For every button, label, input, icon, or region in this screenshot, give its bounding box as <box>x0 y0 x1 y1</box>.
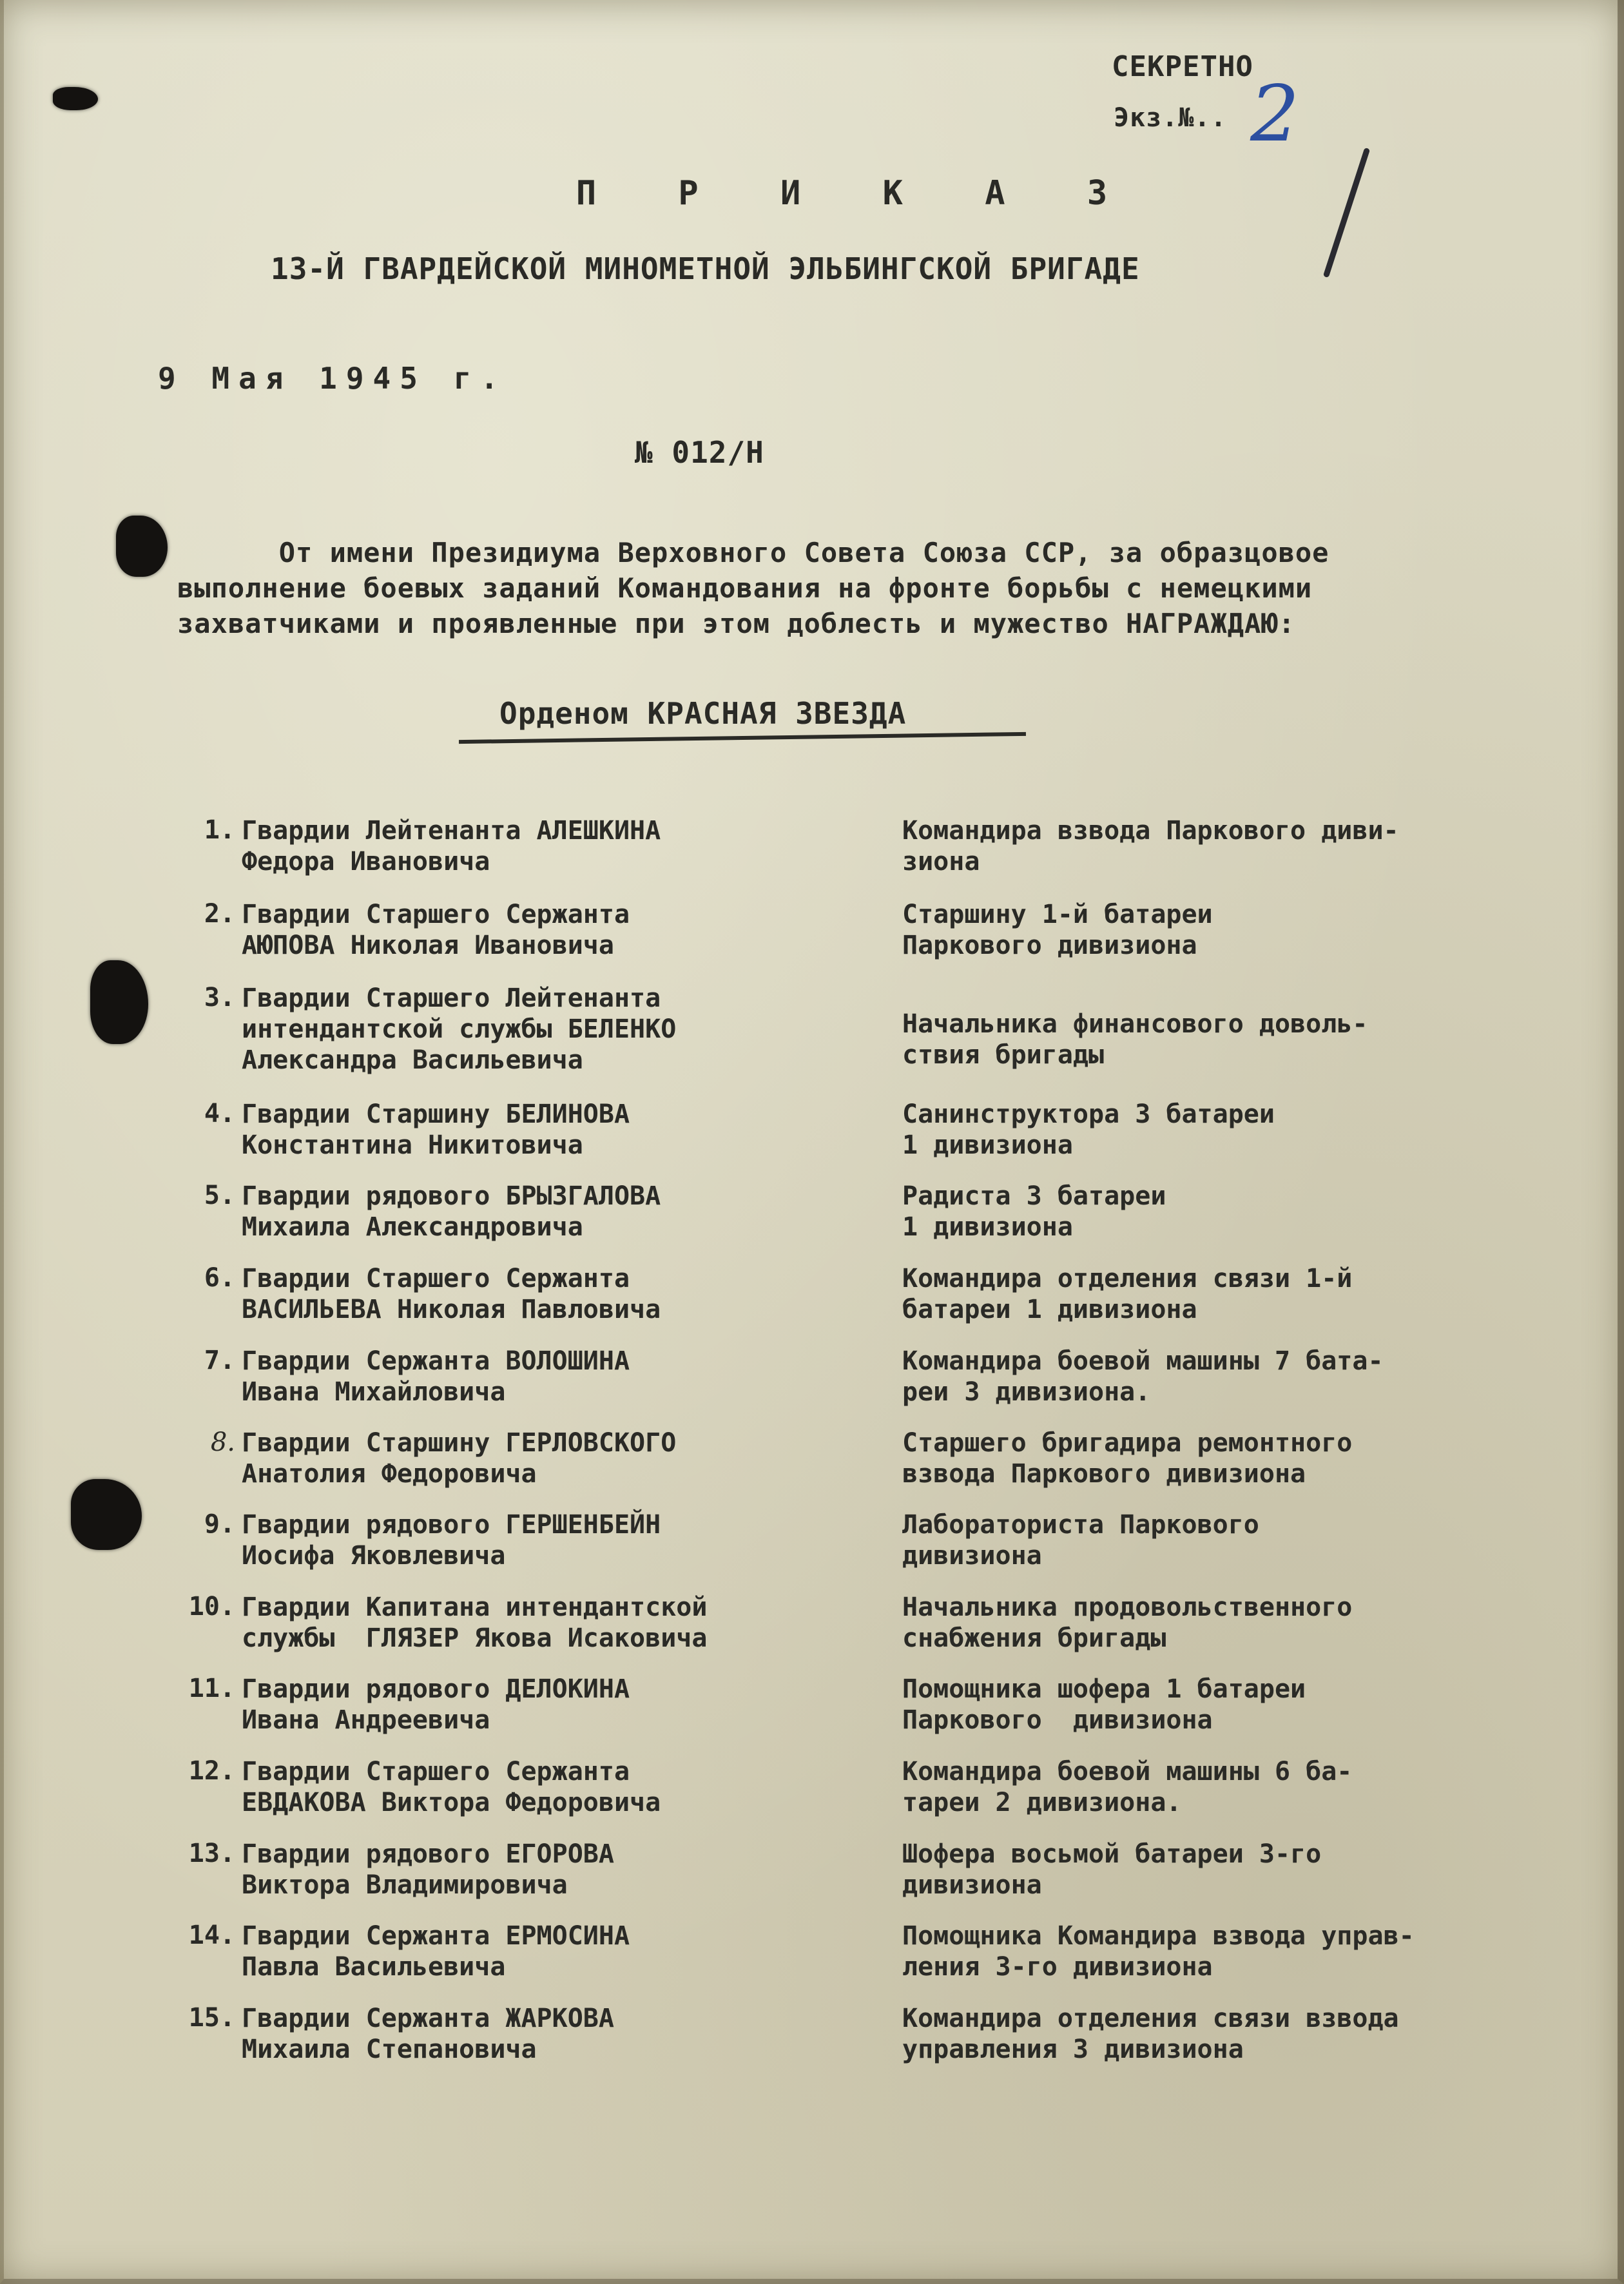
entry-number: 5. <box>204 1181 235 1210</box>
entry-position: Начальника финансового доволь- ствия бригады <box>902 1009 1368 1070</box>
entry-position: Начальника продовольственного снабжения бригады <box>902 1592 1353 1653</box>
entry-position: Старшину 1-й батареи Паркового дивизиона <box>902 900 1213 960</box>
entry-position: Помощника шофера 1 батареи Паркового дивизиона <box>902 1674 1306 1735</box>
entry-position: Санинструктора 3 батареи 1 дивизиона <box>902 1099 1275 1160</box>
entry-name: Гвардии Старшину БЕЛИНОВА Константина Никитовича <box>242 1099 630 1160</box>
document-date: 9 Мая 1945 г. <box>158 361 508 396</box>
entry-number: 11. <box>188 1674 235 1703</box>
entry-number: 7. <box>204 1346 235 1375</box>
entry-number: 14. <box>188 1921 235 1950</box>
entry-number: 15. <box>188 2003 235 2033</box>
list-item <box>0 1674 1624 1751</box>
list-item <box>0 1756 1624 1834</box>
entry-position: Командира отделения связи 1-й батареи 1 дивизиона <box>902 1264 1353 1324</box>
list-item <box>0 2003 1624 2080</box>
entry-position: Шофера восьмой батареи 3-го дивизиона <box>902 1839 1322 1900</box>
entry-position: Командира отделения связи взвода управления 3 дивизиона <box>902 2004 1399 2064</box>
entry-position: Командира взвода Паркового диви- зиона <box>902 816 1399 876</box>
list-item <box>0 815 1624 893</box>
entry-name: Гвардии Старшего Лейтенанта интендантской службы БЕЛЕНКО Александра Васильевича <box>242 983 677 1075</box>
preamble-text: От имени Президиума Верховного Совета Союза ССР, за образцовое выполнение боевых заданий Командования на фронте борьбы с немецкими захватчиками и проявленные при этом доблесть и мужество НАГРАЖДАЮ: <box>177 537 1329 639</box>
award-underline <box>459 732 1026 744</box>
entry-position: Командира боевой машины 7 бата- реи 3 дивизиона. <box>902 1346 1384 1407</box>
list-item <box>0 1263 1624 1340</box>
entry-name: Гвардии Сержанта ЖАРКОВА Михаила Степановича <box>242 2004 614 2064</box>
classification-stamp: СЕКРЕТНО <box>1112 50 1253 83</box>
list-item <box>0 983 1624 1075</box>
list-item <box>0 1181 1624 1258</box>
entry-name: Гвардии Старшего Сержанта ЕВДАКОВА Виктора Федоровича <box>242 1757 661 1817</box>
entry-name: Гвардии Старшину ГЕРЛОВСКОГО Анатолия Федоровича <box>242 1428 677 1489</box>
list-item <box>0 1346 1624 1423</box>
list-item <box>0 1921 1624 1998</box>
list-item <box>0 1509 1624 1587</box>
handwritten-copy-number: 2 <box>1250 70 1300 159</box>
entry-name: Гвардии Сержанта ЕРМОСИНА Павла Васильевича <box>242 1921 630 1982</box>
entry-name: Гвардии Старшего Сержанта АЮПОВА Николая Ивановича <box>242 900 630 960</box>
entry-number: 13. <box>188 1839 235 1868</box>
entry-name: Гвардии рядового ЕГОРОВА Виктора Владимировича <box>242 1839 614 1900</box>
entry-number: 1. <box>204 815 235 845</box>
pen-mark <box>1323 148 1370 278</box>
entry-name: Гвардии рядового ДЕЛОКИНА Ивана Андреевича <box>242 1674 630 1735</box>
document-number: № 012/Н <box>635 435 764 470</box>
entry-position: Помощника Командира взвода управ- ления 3-го дивизиона <box>902 1921 1415 1982</box>
entry-number: 3. <box>204 983 235 1012</box>
binder-hole <box>53 87 98 110</box>
document-subtitle: 13-Й ГВАРДЕЙСКОЙ МИНОМЕТНОЙ ЭЛЬБИНГСКОЙ БРИГАДЕ <box>271 251 1140 286</box>
entry-name: Гвардии рядового ГЕРШЕНБЕЙН Иосифа Яковлевича <box>242 1510 661 1571</box>
entry-number: 8. <box>210 1428 235 1457</box>
entry-name: Гвардии Капитана интендантской службы ГЛЯЗЕР Якова Исаковича <box>242 1592 708 1653</box>
binder-hole <box>90 960 148 1044</box>
entry-number: 12. <box>188 1756 235 1786</box>
list-item <box>0 1592 1624 1669</box>
entry-number: 2. <box>204 899 235 929</box>
award-heading: Орденом КРАСНАЯ ЗВЕЗДА <box>499 696 907 731</box>
entry-position: Лаборатористa Паркового дивизиона <box>902 1510 1259 1571</box>
entry-name: Гвардии Лейтенанта АЛЕШКИНА Федора Ивановича <box>242 816 661 876</box>
entry-position: Радиста 3 батареи 1 дивизиона <box>902 1181 1166 1242</box>
list-item <box>0 1839 1624 1916</box>
list-item <box>0 1428 1624 1505</box>
list-item <box>0 1099 1624 1176</box>
document-title: П Р И К А З <box>575 174 1139 213</box>
entry-name: Гвардии рядового БРЫЗГАЛОВА Михаила Александровича <box>242 1181 661 1242</box>
entry-name: Гвардии Сержанта ВОЛОШИНА Ивана Михайловича <box>242 1346 630 1407</box>
binder-hole <box>116 516 168 577</box>
entry-position: Старшего бригадира ремонтного взвода Паркового дивизиона <box>902 1428 1353 1489</box>
copy-number-label: Экз.№.. <box>1114 103 1227 133</box>
list-item <box>0 899 1624 976</box>
entry-position: Командира боевой машины 6 ба- тареи 2 дивизиона. <box>902 1757 1353 1817</box>
entry-number: 6. <box>204 1263 235 1293</box>
entry-name: Гвардии Старшего Сержанта ВАСИЛЬЕВА Николая Павловича <box>242 1264 661 1324</box>
binder-hole <box>71 1479 142 1550</box>
entry-number: 10. <box>188 1592 235 1621</box>
entry-number: 9. <box>204 1509 235 1539</box>
entry-number: 4. <box>204 1099 235 1128</box>
